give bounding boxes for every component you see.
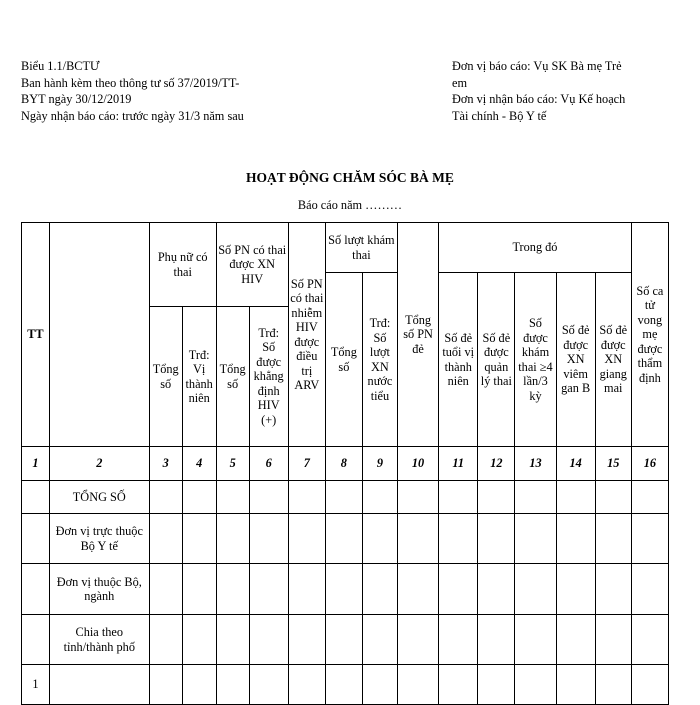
group-pregnant-header: Phụ nữ có thai: [149, 223, 216, 307]
table-cell: [149, 665, 182, 705]
table-cell: [478, 514, 515, 564]
col4-header: Trđ: Vị thành niên: [182, 307, 216, 447]
col-tt-header: TT: [22, 223, 50, 447]
reporting-unit-line1: Đơn vị báo cáo: Vụ SK Bà mẹ Trẻ: [452, 59, 622, 73]
col13-header: Số được khám thai ≥4 lần/3 kỳ: [515, 273, 556, 447]
col-number: 3: [149, 447, 182, 481]
col-number: 9: [362, 447, 397, 481]
table-cell: [288, 514, 325, 564]
table-cell: [439, 514, 478, 564]
col9-header: Trđ: Số lượt XN nước tiểu: [362, 273, 397, 447]
table-cell: [515, 665, 556, 705]
header-right: [452, 58, 674, 124]
group-among-header: Trong đó: [439, 223, 632, 273]
group-hiv-test-header: Số PN có thai được XN HIV: [216, 223, 288, 307]
table-cell: [22, 615, 50, 665]
report-title: HOẠT ĐỘNG CHĂM SÓC BÀ MẸ: [246, 170, 454, 185]
table-cell: [182, 514, 216, 564]
table-cell: [439, 665, 478, 705]
table-cell: [556, 615, 595, 665]
table-cell: [439, 615, 478, 665]
table-cell: [556, 514, 595, 564]
col16-header: Số ca tử vong mẹ được thẩm định: [631, 223, 668, 447]
col-number: 10: [397, 447, 438, 481]
table-cell: [515, 564, 556, 615]
col-number: 7: [288, 447, 325, 481]
table-cell: [478, 564, 515, 615]
table-cell: [288, 481, 325, 514]
table-cell: [288, 564, 325, 615]
table-cell: [397, 514, 438, 564]
table-cell: [362, 514, 397, 564]
table-cell: [216, 564, 249, 615]
table-cell: [325, 514, 362, 564]
col14-header: Số đẻ được XN viêm gan B: [556, 273, 595, 447]
receiving-unit-line2: Tài chính - Bộ Y tế: [452, 108, 547, 123]
table-cell: [325, 665, 362, 705]
header-row-1: [22, 223, 669, 273]
table-cell: [397, 481, 438, 514]
table-cell: [362, 615, 397, 665]
table-cell: [288, 615, 325, 665]
col-number: 13: [515, 447, 556, 481]
table-row-ministry-units: [22, 514, 669, 564]
table-cell: [595, 665, 631, 705]
col-number: 5: [216, 447, 249, 481]
table-cell: [22, 564, 50, 615]
table-cell: [362, 665, 397, 705]
table-cell: [216, 665, 249, 705]
header-left: [21, 58, 311, 124]
col3-header: Tổng số: [149, 307, 182, 447]
col8-header: Tổng số: [325, 273, 362, 447]
table-row-1: [22, 665, 669, 705]
table-row-sector-units: [22, 564, 669, 615]
col-number: 16: [631, 447, 668, 481]
table-cell: [22, 514, 50, 564]
table-cell: [515, 615, 556, 665]
table-cell: [439, 564, 478, 615]
col-number: 2: [49, 447, 149, 481]
row-index: 1: [22, 665, 50, 705]
table-cell: [149, 615, 182, 665]
table-cell: [439, 481, 478, 514]
table-row-by-province: [22, 615, 669, 665]
table-cell: [595, 564, 631, 615]
col-number: 8: [325, 447, 362, 481]
table-cell: [595, 514, 631, 564]
table-cell: [478, 481, 515, 514]
col6-header: Trđ: Số được khẳng định HIV (+): [249, 307, 288, 447]
table-cell: [631, 481, 668, 514]
table-cell: [362, 481, 397, 514]
table-cell: [182, 615, 216, 665]
table-cell: [249, 514, 288, 564]
table-cell: [478, 665, 515, 705]
issued-with-line2: BYT ngày 30/12/2019: [21, 92, 132, 106]
col-number: 12: [478, 447, 515, 481]
table-cell: [325, 481, 362, 514]
report-table: [21, 222, 669, 705]
col-number: 4: [182, 447, 216, 481]
col7-header: Số PN có thai nhiễm HIV được điều trị ARV: [288, 223, 325, 447]
table-cell: [216, 615, 249, 665]
col5-header: Tổng số: [216, 307, 249, 447]
table-cell: [595, 481, 631, 514]
table-cell: [249, 564, 288, 615]
table-cell: [631, 665, 668, 705]
col11-header: Số đẻ tuổi vị thành niên: [439, 273, 478, 447]
table-cell: [515, 514, 556, 564]
table-cell: [249, 615, 288, 665]
col-number: 14: [556, 447, 595, 481]
table-cell: [631, 615, 668, 665]
row-label-total: TỔNG SỐ: [49, 481, 149, 514]
table-cell: [325, 615, 362, 665]
reporting-unit-line2: em: [452, 75, 468, 90]
table-cell: [556, 481, 595, 514]
table-cell: [631, 514, 668, 564]
table-cell: [249, 481, 288, 514]
column-number-row: [22, 447, 669, 481]
row-label-by-province: Chia theo tỉnh/thành phố: [49, 615, 149, 665]
table-cell: [149, 564, 182, 615]
table-cell: [216, 514, 249, 564]
col12-header: Số đẻ được quản lý thai: [478, 273, 515, 447]
form-code: Biểu 1.1/BCTƯ: [21, 59, 100, 73]
report-subtitle: Báo cáo năm ………: [297, 198, 403, 212]
col-number: 6: [249, 447, 288, 481]
table-cell: [182, 481, 216, 514]
col10-header: Tổng số PN đẻ: [397, 223, 438, 447]
table-cell: [556, 564, 595, 615]
table-cell: [362, 564, 397, 615]
table-cell: [478, 615, 515, 665]
table-cell: [149, 514, 182, 564]
table-cell: [149, 481, 182, 514]
group-visits-header: Số lượt khám thai: [325, 223, 397, 273]
table-cell: [49, 665, 149, 705]
table-cell: [397, 665, 438, 705]
col-number: 15: [595, 447, 631, 481]
col-name-header: [49, 223, 149, 447]
table-cell: [182, 564, 216, 615]
table-cell: [325, 564, 362, 615]
table-cell: [216, 481, 249, 514]
table-cell: [515, 481, 556, 514]
col-number: 11: [439, 447, 478, 481]
table-cell: [397, 564, 438, 615]
col-number: 1: [22, 447, 50, 481]
table-cell: [595, 615, 631, 665]
table-cell: [288, 665, 325, 705]
table-cell: [631, 564, 668, 615]
table-row-total: [22, 481, 669, 514]
table-cell: [556, 665, 595, 705]
receive-date: Ngày nhận báo cáo: trước ngày 31/3 năm sau: [21, 108, 244, 123]
row-label-sector-units: Đơn vị thuộc Bộ, ngành: [49, 564, 149, 615]
col15-header: Số đẻ được XN giang mai: [595, 273, 631, 447]
table-cell: [249, 665, 288, 705]
receiving-unit-line1: Đơn vị nhận báo cáo: Vụ Kế hoạch: [452, 92, 626, 106]
table-cell: [182, 665, 216, 705]
issued-with-line1: Ban hành kèm theo thông tư số 37/2019/TT-: [21, 75, 240, 90]
table-cell: [397, 615, 438, 665]
row-label-ministry-units: Đơn vị trực thuộc Bộ Y tế: [49, 514, 149, 564]
table-cell: [22, 481, 50, 514]
